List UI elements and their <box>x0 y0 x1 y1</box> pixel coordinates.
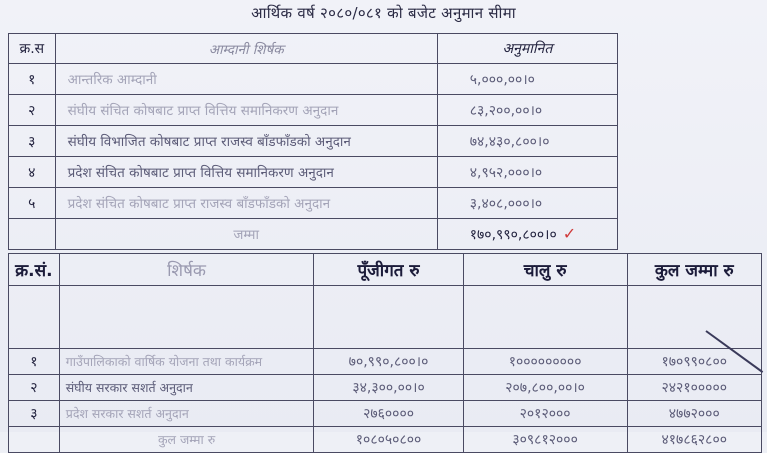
table-row <box>9 157 618 188</box>
row-heading: संघीय विभाजित कोषबाट प्राप्त राजस्व बाँडफाँडको अनुदान <box>55 126 437 157</box>
header-sn: क्र.स <box>9 34 56 64</box>
expense-table-header <box>9 254 762 286</box>
total-label: जम्मा <box>55 219 437 250</box>
row-sn: १ <box>9 64 56 95</box>
total-grand: ४१७८६२८०० <box>627 427 761 453</box>
row-total: १७०९९०८०० <box>627 349 761 375</box>
total-value: १७०,९९०,८००।० <box>469 227 557 243</box>
header-current: चालु रु <box>463 254 627 286</box>
row-heading: प्रदेश संचित कोषबाट प्राप्त राजस्व बाँडफाँडको अनुदान <box>55 188 437 219</box>
table-row <box>9 349 762 375</box>
row-capital: २७६०००० <box>314 401 463 427</box>
total-label: कुल जम्मा रु <box>59 427 314 453</box>
header-capital: पूँजीगत रु <box>314 254 463 286</box>
header-expense-heading: शिर्षक <box>59 254 314 286</box>
income-estimate-table <box>8 33 618 250</box>
document-title: आर्थिक वर्ष २०८०/०८१ को बजेट अनुमान सीमा <box>251 4 516 22</box>
total-estimate <box>437 219 617 250</box>
row-heading: आन्तरिक आम्दानी <box>55 64 437 95</box>
row-estimate: ४,९५२,०००।० <box>437 157 617 188</box>
row-heading: संघीय सरकार सशर्त अनुदान <box>59 375 314 401</box>
row-current: २०७,८००,००।० <box>463 375 627 401</box>
row-heading: प्रदेश सरकार सशर्त अनुदान <box>59 401 314 427</box>
row-heading: प्रदेश संचित कोषबाट प्राप्त वित्तिय समानिकरण अनुदान <box>55 157 437 188</box>
table-row <box>9 95 618 126</box>
table-row <box>9 126 618 157</box>
row-sn: २ <box>9 375 60 401</box>
header-income-heading: आम्दानी शिर्षक <box>55 34 437 64</box>
table-row <box>9 64 618 95</box>
row-total: २४२१००००० <box>627 375 761 401</box>
row-total: ४७७२००० <box>627 401 761 427</box>
expense-total-row <box>9 427 762 453</box>
row-sn: २ <box>9 95 56 126</box>
row-estimate: ७४,४३०,८००।० <box>437 126 617 157</box>
table-row <box>9 401 762 427</box>
check-mark-icon: ✓ <box>562 224 577 243</box>
table-row <box>9 188 618 219</box>
total-current: ३०९८१२००० <box>463 427 627 453</box>
header-estimate: अनुमानित <box>437 34 617 64</box>
income-table-header <box>9 34 618 64</box>
row-heading: संघीय संचित कोषबाट प्राप्त वित्तिय समानिकरण अनुदान <box>55 95 437 126</box>
row-sn: ३ <box>9 126 56 157</box>
row-sn: १ <box>9 349 60 375</box>
row-estimate: ८३,२००,००।० <box>437 95 617 126</box>
row-sn: ५ <box>9 188 56 219</box>
row-heading: गाउँपालिकाको वार्षिक योजना तथा कार्यक्रम <box>59 349 314 375</box>
row-sn: ३ <box>9 401 60 427</box>
row-capital: ३४,३००,००।० <box>314 375 463 401</box>
expense-budget-table <box>8 253 762 453</box>
row-current: १००००००००० <box>463 349 627 375</box>
blank-row <box>9 286 762 349</box>
row-estimate: ५,०००,००।० <box>437 64 617 95</box>
total-capital: १०८०५०८०० <box>314 427 463 453</box>
income-total-row <box>9 219 618 250</box>
row-estimate: ३,४०८,०००।० <box>437 188 617 219</box>
row-current: २०१२००० <box>463 401 627 427</box>
header-sn: क्र.सं. <box>9 254 60 286</box>
row-capital: ७०,९९०,८००।० <box>314 349 463 375</box>
header-total: कुल जम्मा रु <box>627 254 761 286</box>
row-sn: ४ <box>9 157 56 188</box>
table-row <box>9 375 762 401</box>
